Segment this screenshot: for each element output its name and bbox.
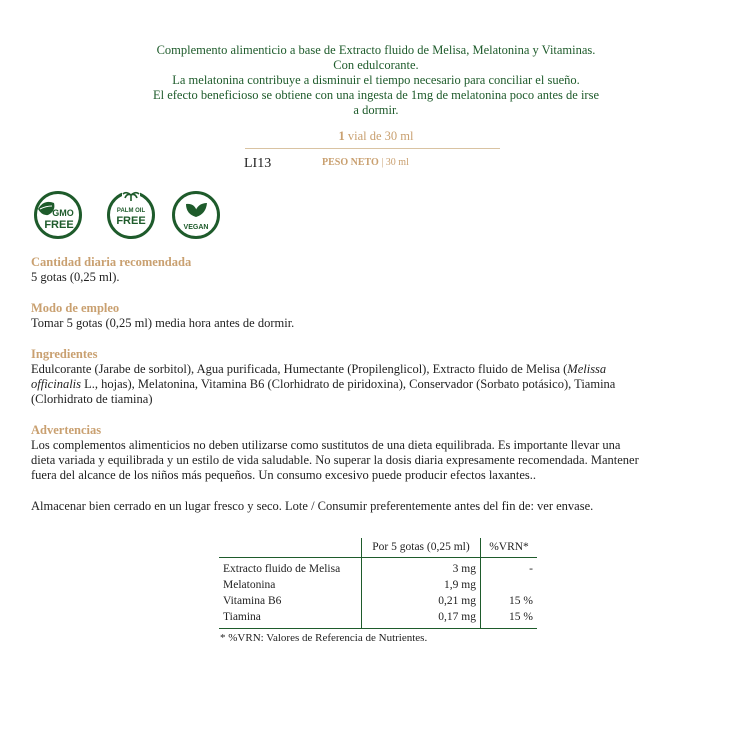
table-cell: 0,17 mg <box>362 609 481 629</box>
warning-line: Los complementos alimenticios no deben utilizarse como sustitutos de una dieta equilibrada. Es importante llevar una <box>31 438 621 452</box>
intro-line: a dormir. <box>353 103 399 117</box>
usage-section <box>31 301 721 331</box>
table-row <box>219 593 537 609</box>
vegan-badge-icon <box>171 190 221 240</box>
warning-line: fuera del alcance de los niños más pequeños. Un consumo excesivo puede producir efectos laxantes.. <box>31 468 537 482</box>
table-cell: Tiamina <box>219 609 362 629</box>
palm-oil-free-badge-icon <box>106 190 156 240</box>
ingredients-italic: Melissa <box>567 362 607 376</box>
table-cell: Vitamina B6 <box>219 593 362 609</box>
ingredients-section <box>31 347 721 407</box>
table-cell: 3 mg <box>362 558 481 578</box>
net-weight-label: PESO NETO <box>322 157 379 168</box>
ingredients-italic: officinalis <box>31 377 81 391</box>
table-header: %VRN* <box>481 538 538 558</box>
ingredients-part: (Clorhidrato de tiamina) <box>31 392 153 406</box>
table-cell <box>481 577 538 593</box>
table-cell: Melatonina <box>219 577 362 593</box>
gmo-free-badge-icon <box>33 190 83 240</box>
table-row <box>219 558 537 578</box>
section-body: 5 gotas (0,25 ml). <box>31 270 120 284</box>
vial-text: vial de 30 ml <box>344 129 414 143</box>
vial-quantity <box>245 129 507 144</box>
table-cell: 0,21 mg <box>362 593 481 609</box>
table-cell: - <box>529 563 533 575</box>
section-body: Tomar 5 gotas (0,25 ml) media hora antes de dormir. <box>31 316 295 330</box>
vegan-badge-text: VEGAN <box>183 224 209 231</box>
table-header: Por 5 gotas (0,25 ml) <box>362 538 481 558</box>
nutrition-table <box>219 538 537 629</box>
vial-count: 1 <box>338 129 345 143</box>
table-cell: Extracto fluido de Melisa <box>219 558 362 578</box>
ingredients-part: Edulcorante (Jarabe de sorbitol), Agua purificada, Humectante (Propilenglicol), Extracto fluido de Melisa ( <box>31 362 568 376</box>
table-cell: 15 % <box>509 595 533 607</box>
palm-badge-top-text: PALM OIL <box>116 208 146 214</box>
table-footnote: * %VRN: Valores de Referencia de Nutrientes. <box>220 632 428 644</box>
product-description <box>90 43 662 118</box>
warning-line: dieta variada y equilibrada y un estilo de vida saludable. No superar la dosis diaria expresamente recomendada. Mantener <box>31 453 639 467</box>
intro-line: El efecto beneficioso se obtiene con una ingesta de 1mg de melatonina poco antes de irse <box>152 88 600 102</box>
table-header <box>219 538 362 558</box>
table-cell: 15 % <box>481 609 538 629</box>
storage-instructions: Almacenar bien cerrado en un lugar fresco y seco. Lote / Consumir preferentemente antes del fin de: ver envase. <box>31 499 594 513</box>
net-weight-separator: | <box>378 157 386 168</box>
table-header-row <box>219 538 537 558</box>
ingredients-part: L., hojas), Melatonina, Vitamina B6 (Clorhidrato de piridoxina), Conservador (Sorbato potásico), Tiamina <box>81 377 616 391</box>
divider <box>245 148 500 149</box>
palm-badge-bottom-text: FREE <box>116 215 146 227</box>
table-row <box>219 577 537 593</box>
table-row <box>219 609 537 629</box>
daily-amount-section <box>31 255 721 285</box>
section-title: Cantidad diaria recomendada <box>31 255 192 269</box>
lot-code: LI13 <box>244 156 272 171</box>
section-title: Modo de empleo <box>31 301 120 315</box>
intro-line: Con edulcorante. <box>333 58 419 72</box>
intro-line: La melatonina contribuye a disminuir el tiempo necesario para conciliar el sueño. <box>172 73 580 87</box>
intro-line: Complemento alimenticio a base de Extracto fluido de Melisa, Melatonina y Vitaminas. <box>156 43 596 57</box>
section-title: Advertencias <box>31 423 102 437</box>
warnings-section <box>31 423 721 483</box>
section-title: Ingredientes <box>31 347 98 361</box>
gmo-badge-top-text: GMO <box>52 208 74 218</box>
net-weight-value: 30 ml <box>385 157 409 168</box>
ingredients-text <box>31 362 721 407</box>
table-cell: 1,9 mg <box>362 577 481 593</box>
gmo-badge-bottom-text: FREE <box>44 219 74 231</box>
net-weight <box>322 157 409 168</box>
